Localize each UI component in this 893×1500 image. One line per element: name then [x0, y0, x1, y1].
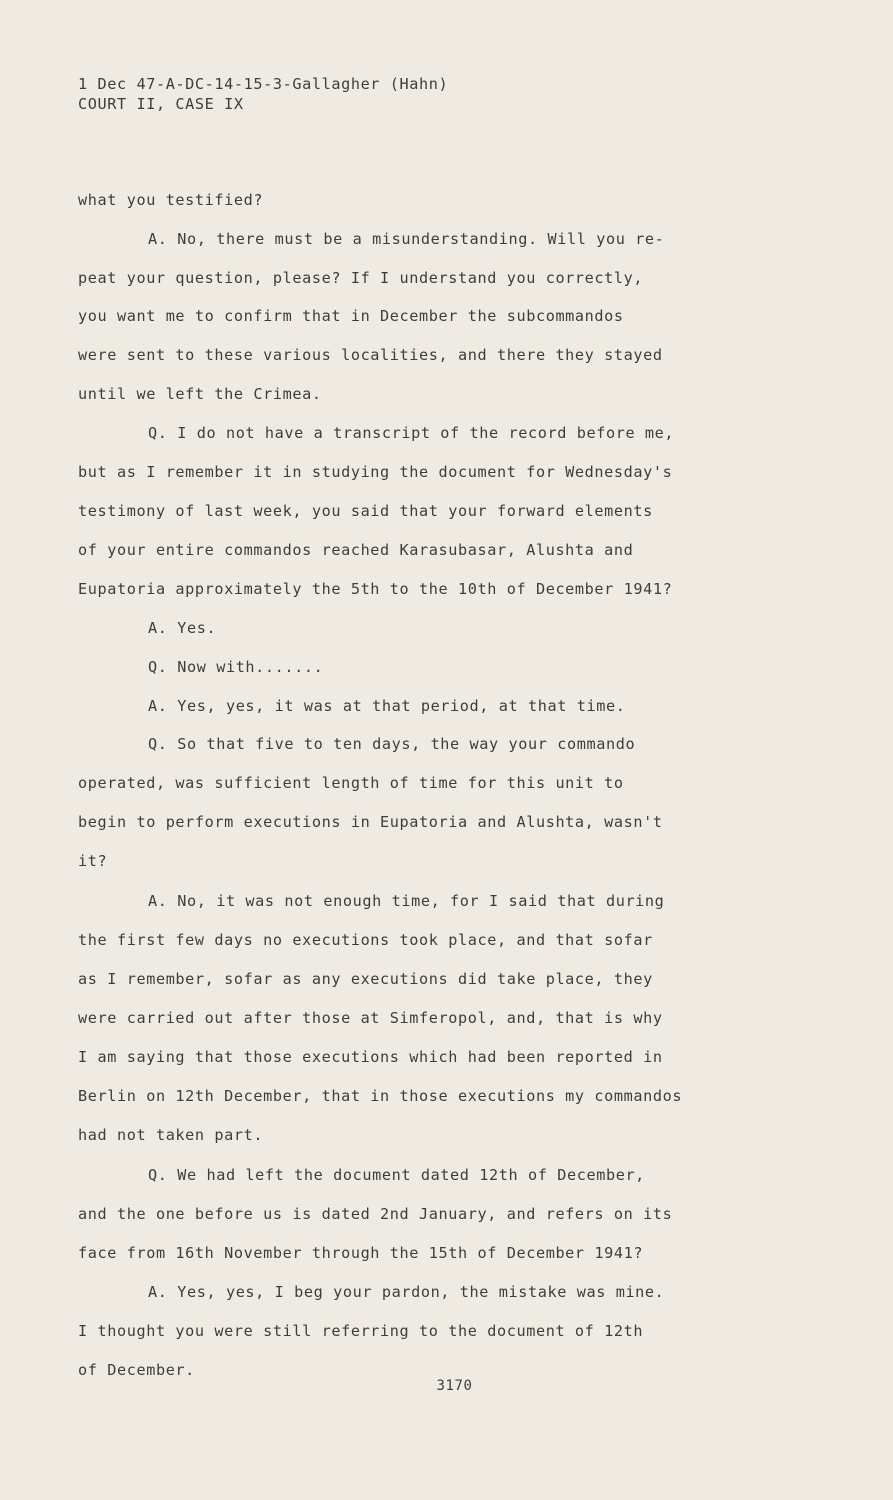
- transcript-line: A. No, there must be a misunderstanding. Will you re-: [148, 230, 665, 248]
- header-court-case: COURT II, CASE IX: [78, 95, 244, 113]
- transcript-line: Q. We had left the document dated 12th of December,: [148, 1166, 645, 1184]
- header-case-reference: 1 Dec 47-A-DC-14-15-3-Gallagher (Hahn): [78, 75, 449, 93]
- transcript-line: I thought you were still referring to the document of 12th: [78, 1322, 644, 1340]
- transcript-line: testimony of last week, you said that your forward elements: [78, 502, 653, 520]
- transcript-line: begin to perform executions in Eupatoria and Alushta, wasn't: [78, 813, 663, 831]
- transcript-line: of December.: [78, 1361, 195, 1379]
- transcript-line: Q. I do not have a transcript of the record before me,: [148, 424, 675, 442]
- transcript-line: the first few days no executions took place, and that sofar: [78, 931, 653, 949]
- transcript-line: Eupatoria approximately the 5th to the 10th of December 1941?: [78, 580, 673, 598]
- transcript-line: I am saying that those executions which had been reported in: [78, 1048, 663, 1066]
- transcript-line: of your entire commandos reached Karasubasar, Alushta and: [78, 541, 634, 559]
- transcript-line: you want me to confirm that in December the subcommandos: [78, 307, 624, 325]
- transcript-line: A. No, it was not enough time, for I said that during: [148, 892, 665, 910]
- transcript-line: until we left the Crimea.: [78, 385, 322, 403]
- transcript-line: what you testified?: [78, 191, 264, 209]
- transcript-line: peat your question, please? If I understand you correctly,: [78, 269, 644, 287]
- transcript-line: had not taken part.: [78, 1126, 264, 1144]
- transcript-line: it?: [78, 852, 108, 870]
- transcript-line: A. Yes.: [148, 619, 217, 637]
- transcript-line: Q. Now with.......: [148, 658, 324, 676]
- transcript-line: operated, was sufficient length of time for this unit to: [78, 774, 624, 792]
- transcript-line: Berlin on 12th December, that in those executions my commandos: [78, 1087, 683, 1105]
- transcript-line: but as I remember it in studying the document for Wednesday's: [78, 463, 673, 481]
- page-number: 3170: [436, 1378, 473, 1394]
- transcript-line: were sent to these various localities, and there they stayed: [78, 346, 663, 364]
- transcript-line: Q. So that five to ten days, the way your commando: [148, 735, 636, 753]
- transcript-line: A. Yes, yes, I beg your pardon, the mistake was mine.: [148, 1283, 665, 1301]
- transcript-line: and the one before us is dated 2nd January, and refers on its: [78, 1205, 673, 1223]
- transcript-line: A. Yes, yes, it was at that period, at that time.: [148, 697, 626, 715]
- transcript-line: were carried out after those at Simferopol, and, that is why: [78, 1009, 663, 1027]
- transcript-line: face from 16th November through the 15th of December 1941?: [78, 1244, 644, 1262]
- transcript-line: as I remember, sofar as any executions did take place, they: [78, 970, 653, 988]
